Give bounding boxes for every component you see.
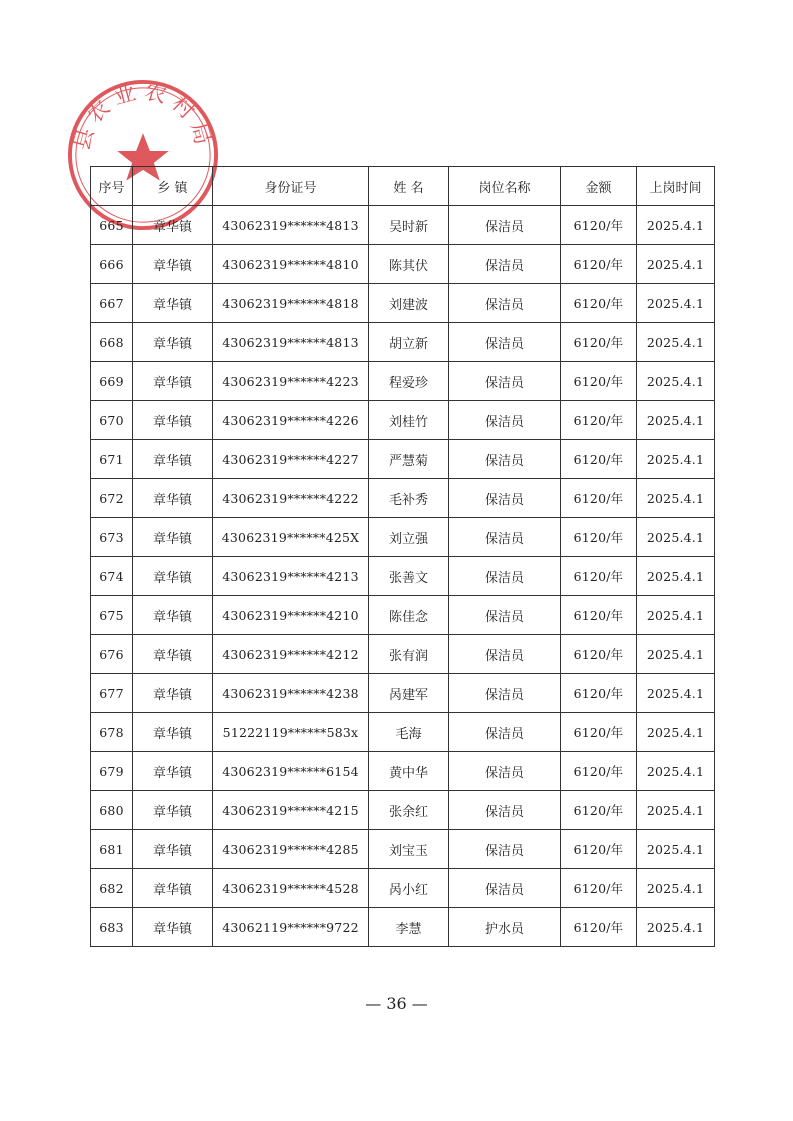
cell-name: 张有润 — [369, 635, 449, 674]
column-header-position: 岗位名称 — [449, 167, 561, 206]
column-header-name: 姓 名 — [369, 167, 449, 206]
cell-index: 670 — [91, 401, 133, 440]
table-row — [91, 284, 715, 323]
cell-town: 章华镇 — [133, 245, 213, 284]
cell-name: 严慧菊 — [369, 440, 449, 479]
cell-id-number: 43062319******4215 — [213, 791, 369, 830]
cell-amount: 6120/年 — [561, 245, 637, 284]
cell-index: 673 — [91, 518, 133, 557]
cell-amount: 6120/年 — [561, 557, 637, 596]
cell-town: 章华镇 — [133, 908, 213, 947]
cell-start-date: 2025.4.1 — [637, 245, 715, 284]
table-row — [91, 206, 715, 245]
cell-name: 张余红 — [369, 791, 449, 830]
cell-amount: 6120/年 — [561, 791, 637, 830]
cell-town: 章华镇 — [133, 791, 213, 830]
table-row — [91, 518, 715, 557]
cell-index: 678 — [91, 713, 133, 752]
cell-position: 保洁员 — [449, 518, 561, 557]
cell-town: 章华镇 — [133, 596, 213, 635]
cell-start-date: 2025.4.1 — [637, 596, 715, 635]
table-row — [91, 908, 715, 947]
cell-town: 章华镇 — [133, 401, 213, 440]
cell-id-number: 43062119******9722 — [213, 908, 369, 947]
cell-id-number: 43062319******425X — [213, 518, 369, 557]
table-row — [91, 752, 715, 791]
table-row — [91, 830, 715, 869]
cell-start-date: 2025.4.1 — [637, 557, 715, 596]
cell-name: 毛补秀 — [369, 479, 449, 518]
cell-name: 李慧 — [369, 908, 449, 947]
column-header-id-number: 身份证号 — [213, 167, 369, 206]
cell-amount: 6120/年 — [561, 596, 637, 635]
cell-id-number: 51222119******583x — [213, 713, 369, 752]
cell-name: 程爱珍 — [369, 362, 449, 401]
cell-name: 毛海 — [369, 713, 449, 752]
cell-town: 章华镇 — [133, 323, 213, 362]
cell-start-date: 2025.4.1 — [637, 869, 715, 908]
cell-position: 保洁员 — [449, 791, 561, 830]
cell-index: 677 — [91, 674, 133, 713]
cell-id-number: 43062319******4285 — [213, 830, 369, 869]
cell-index: 666 — [91, 245, 133, 284]
cell-position: 护水员 — [449, 908, 561, 947]
cell-id-number: 43062319******4213 — [213, 557, 369, 596]
cell-amount: 6120/年 — [561, 713, 637, 752]
cell-start-date: 2025.4.1 — [637, 401, 715, 440]
table-row — [91, 557, 715, 596]
cell-position: 保洁员 — [449, 206, 561, 245]
table-row — [91, 869, 715, 908]
table-row — [91, 674, 715, 713]
cell-index: 671 — [91, 440, 133, 479]
cell-name: 黄中华 — [369, 752, 449, 791]
cell-amount: 6120/年 — [561, 752, 637, 791]
cell-id-number: 43062319******4227 — [213, 440, 369, 479]
cell-id-number: 43062319******4222 — [213, 479, 369, 518]
cell-start-date: 2025.4.1 — [637, 830, 715, 869]
cell-name: 陈其伏 — [369, 245, 449, 284]
cell-id-number: 43062319******4226 — [213, 401, 369, 440]
cell-id-number: 43062319******4223 — [213, 362, 369, 401]
cell-position: 保洁员 — [449, 284, 561, 323]
cell-position: 保洁员 — [449, 869, 561, 908]
cell-id-number: 43062319******4210 — [213, 596, 369, 635]
cell-id-number: 43062319******6154 — [213, 752, 369, 791]
table-row — [91, 635, 715, 674]
cell-position: 保洁员 — [449, 713, 561, 752]
cell-index: 675 — [91, 596, 133, 635]
cell-amount: 6120/年 — [561, 479, 637, 518]
table-row — [91, 479, 715, 518]
table-row — [91, 362, 715, 401]
svg-text:县农业农村局 — [70, 79, 217, 153]
column-header-start-date: 上岗时间 — [637, 167, 715, 206]
cell-amount: 6120/年 — [561, 518, 637, 557]
cell-id-number: 43062319******4238 — [213, 674, 369, 713]
table-row — [91, 323, 715, 362]
cell-start-date: 2025.4.1 — [637, 206, 715, 245]
cell-amount: 6120/年 — [561, 362, 637, 401]
table-row — [91, 713, 715, 752]
cell-start-date: 2025.4.1 — [637, 362, 715, 401]
cell-id-number: 43062319******4813 — [213, 323, 369, 362]
cell-name: 刘建波 — [369, 284, 449, 323]
cell-town: 章华镇 — [133, 284, 213, 323]
cell-town: 章华镇 — [133, 518, 213, 557]
cell-start-date: 2025.4.1 — [637, 284, 715, 323]
cell-amount: 6120/年 — [561, 284, 637, 323]
cell-index: 674 — [91, 557, 133, 596]
cell-start-date: 2025.4.1 — [637, 440, 715, 479]
cell-index: 672 — [91, 479, 133, 518]
personnel-table — [90, 166, 715, 947]
cell-town: 章华镇 — [133, 479, 213, 518]
cell-id-number: 43062319******4818 — [213, 284, 369, 323]
cell-position: 保洁员 — [449, 362, 561, 401]
page-number: — 36 — — [365, 994, 428, 1013]
cell-position: 保洁员 — [449, 635, 561, 674]
cell-name: 刘宝玉 — [369, 830, 449, 869]
cell-start-date: 2025.4.1 — [637, 479, 715, 518]
cell-amount: 6120/年 — [561, 440, 637, 479]
cell-index: 676 — [91, 635, 133, 674]
cell-index: 679 — [91, 752, 133, 791]
cell-id-number: 43062319******4813 — [213, 206, 369, 245]
cell-position: 保洁员 — [449, 830, 561, 869]
column-header-town: 乡 镇 — [133, 167, 213, 206]
table-row — [91, 440, 715, 479]
cell-amount: 6120/年 — [561, 206, 637, 245]
cell-position: 保洁员 — [449, 479, 561, 518]
cell-position: 保洁员 — [449, 596, 561, 635]
cell-id-number: 43062319******4528 — [213, 869, 369, 908]
cell-position: 保洁员 — [449, 752, 561, 791]
cell-position: 保洁员 — [449, 557, 561, 596]
cell-start-date: 2025.4.1 — [637, 635, 715, 674]
cell-start-date: 2025.4.1 — [637, 908, 715, 947]
cell-start-date: 2025.4.1 — [637, 713, 715, 752]
cell-name: 吴时新 — [369, 206, 449, 245]
column-header-amount: 金额 — [561, 167, 637, 206]
cell-position: 保洁员 — [449, 440, 561, 479]
seal-text: 县农业农村局 — [69, 79, 217, 154]
table-header-row — [91, 167, 715, 206]
cell-amount: 6120/年 — [561, 635, 637, 674]
cell-amount: 6120/年 — [561, 674, 637, 713]
cell-index: 682 — [91, 869, 133, 908]
cell-town: 章华镇 — [133, 713, 213, 752]
cell-town: 章华镇 — [133, 557, 213, 596]
cell-town: 章华镇 — [133, 674, 213, 713]
table-body — [91, 206, 715, 947]
cell-position: 保洁员 — [449, 401, 561, 440]
table-row — [91, 401, 715, 440]
cell-index: 680 — [91, 791, 133, 830]
cell-start-date: 2025.4.1 — [637, 791, 715, 830]
cell-name: 刘桂竹 — [369, 401, 449, 440]
cell-amount: 6120/年 — [561, 869, 637, 908]
cell-index: 667 — [91, 284, 133, 323]
cell-start-date: 2025.4.1 — [637, 752, 715, 791]
cell-town: 章华镇 — [133, 635, 213, 674]
cell-amount: 6120/年 — [561, 830, 637, 869]
cell-index: 665 — [91, 206, 133, 245]
cell-town: 章华镇 — [133, 869, 213, 908]
cell-index: 668 — [91, 323, 133, 362]
cell-index: 683 — [91, 908, 133, 947]
cell-name: 刘立强 — [369, 518, 449, 557]
cell-amount: 6120/年 — [561, 401, 637, 440]
cell-name: 呙小红 — [369, 869, 449, 908]
cell-index: 669 — [91, 362, 133, 401]
cell-name: 胡立新 — [369, 323, 449, 362]
cell-id-number: 43062319******4810 — [213, 245, 369, 284]
cell-name: 呙建军 — [369, 674, 449, 713]
cell-town: 章华镇 — [133, 440, 213, 479]
table-row — [91, 245, 715, 284]
table-row — [91, 596, 715, 635]
cell-start-date: 2025.4.1 — [637, 674, 715, 713]
cell-start-date: 2025.4.1 — [637, 518, 715, 557]
cell-position: 保洁员 — [449, 245, 561, 284]
column-header-index: 序号 — [91, 167, 133, 206]
cell-town: 章华镇 — [133, 362, 213, 401]
cell-name: 张善文 — [369, 557, 449, 596]
cell-position: 保洁员 — [449, 674, 561, 713]
cell-start-date: 2025.4.1 — [637, 323, 715, 362]
cell-town: 章华镇 — [133, 752, 213, 791]
cell-name: 陈佳念 — [369, 596, 449, 635]
cell-index: 681 — [91, 830, 133, 869]
cell-town: 章华镇 — [133, 206, 213, 245]
table-row — [91, 791, 715, 830]
cell-amount: 6120/年 — [561, 323, 637, 362]
cell-id-number: 43062319******4212 — [213, 635, 369, 674]
cell-town: 章华镇 — [133, 830, 213, 869]
cell-position: 保洁员 — [449, 323, 561, 362]
cell-amount: 6120/年 — [561, 908, 637, 947]
